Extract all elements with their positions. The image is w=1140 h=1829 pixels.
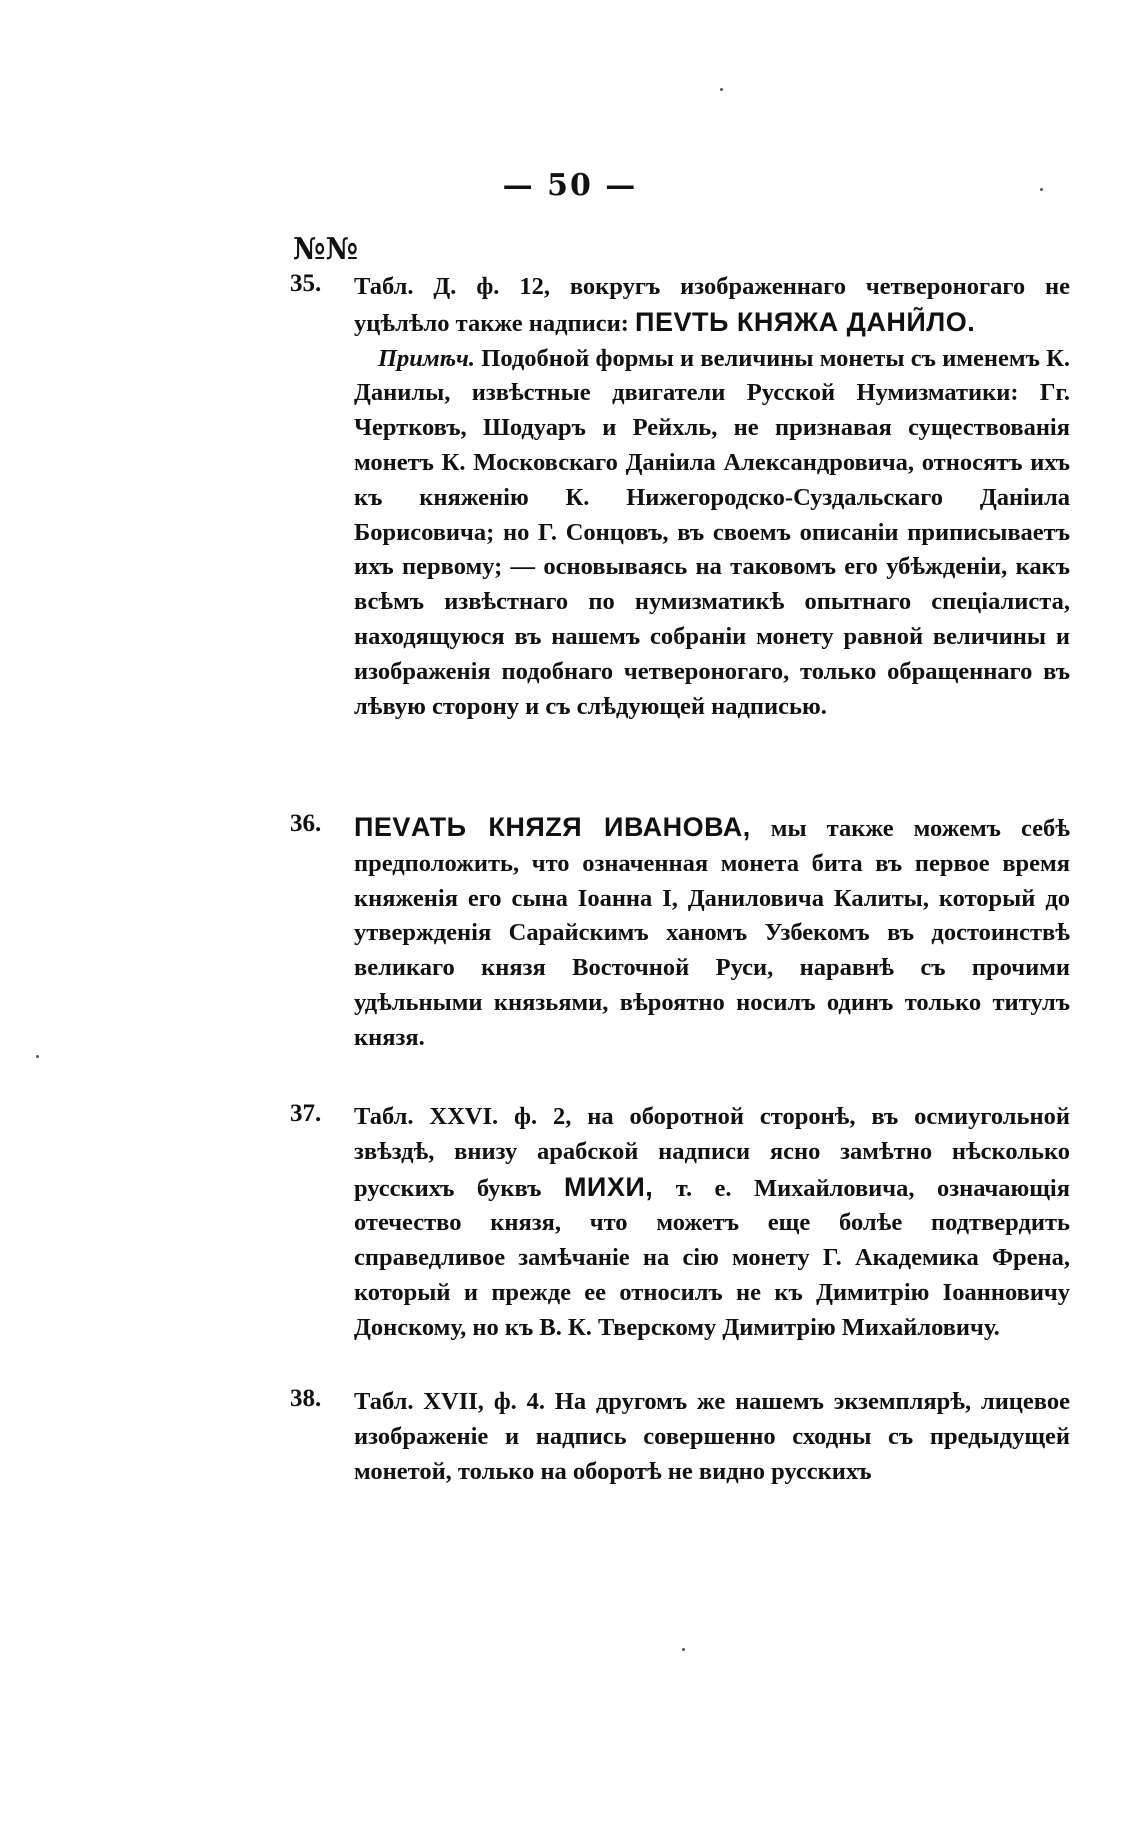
coin-inscription: ПЕVАТЬ КНЯZЯ ИВАНОВА,	[354, 812, 751, 842]
entry-number: 38.	[290, 1385, 322, 1412]
coin-inscription: ПЕVТЬ КНЯЖА ДАНИ̃ЛО.	[635, 306, 976, 337]
scan-speck	[720, 88, 723, 91]
entry-number: 35.	[290, 270, 322, 297]
scan-speck	[36, 1055, 39, 1058]
entry-text	[354, 810, 1070, 1056]
page-number: — 50 —	[502, 168, 638, 203]
scan-speck	[682, 1648, 685, 1651]
coin-inscription: МИХИ,	[563, 1171, 654, 1202]
entry-text	[354, 270, 1070, 724]
note-paragraph	[354, 342, 1070, 725]
note-text: Подобной формы и величины монеты съ именемъ К. Данилы, извѣстные двигатели Русской Нумизматики: Гг. Чертковъ, Шодуаръ и Рейхль, не признавая существованія монетъ К. Московскаго Даніила Александровича, относятъ ихъ къ княженію К. Нижегородско-Суздальскаго Даніила Борисовича; но Г. Сонцовъ, въ своемъ описаніи приписываетъ ихъ первому; — основываясь на таковомъ его убѣжденіи, какъ всѣмъ извѣстнаго по нумизматикѣ опытнаго спеціалиста, находящуюся въ нашемъ собраніи монету равной величины и изображенія подобнаго четвероногаго, только обращеннаго въ лѣвую сторону и съ слѣдующей надписью.	[354, 344, 1070, 720]
entry-body-text: т. е. Михайловича, означающія отечество князя, что можетъ еще болѣе подтвердить справедливое замѣчаніе на сію монету Г. Академика Френа, который и прежде ее относилъ не къ Димитрію Іоанновичу Донскому, но къ В. К. Тверскому Димитрію Михайловичу.	[354, 1174, 1070, 1341]
entry-text: Табл. XVII, ф. 4. На другомъ же нашемъ экземплярѣ, лицевое изображеніе и надпись совершенно сходны съ предыдущей монетой, только на оборотѣ не видно русскихъ	[354, 1388, 1070, 1485]
entry-lead-text: Табл. XXVI. ф. 2, на оборотной сторонѣ, въ осмиугольной звѣздѣ, внизу арабской надписи ясно замѣтно нѣсколько русскихъ буквъ	[354, 1103, 1070, 1202]
note-label: Примѣч.	[378, 344, 476, 372]
entry-lead-text: Табл. Д. ф. 12, вокругъ изображеннаго четвероногаго не уцѣлѣло также надписи:	[354, 273, 1070, 337]
entry-number: 36.	[290, 810, 322, 837]
entry-number: 37.	[290, 1100, 322, 1127]
scan-speck	[1040, 188, 1043, 191]
entry-text	[354, 1100, 1070, 1346]
entry-body-text: мы также можемъ себѣ предположить, что означенная монета бита въ первое время княженія его сына Іоанна I, Даниловича Калиты, который до утвержденія Сарайскимъ ханомъ Узбекомъ въ достоинствѣ великаго князя Восточной Руси, наравнѣ съ прочими удѣльными князьями, вѣроятно носилъ одинъ только титулъ князя.	[354, 815, 1070, 1051]
numero-sign: №№	[293, 232, 359, 267]
